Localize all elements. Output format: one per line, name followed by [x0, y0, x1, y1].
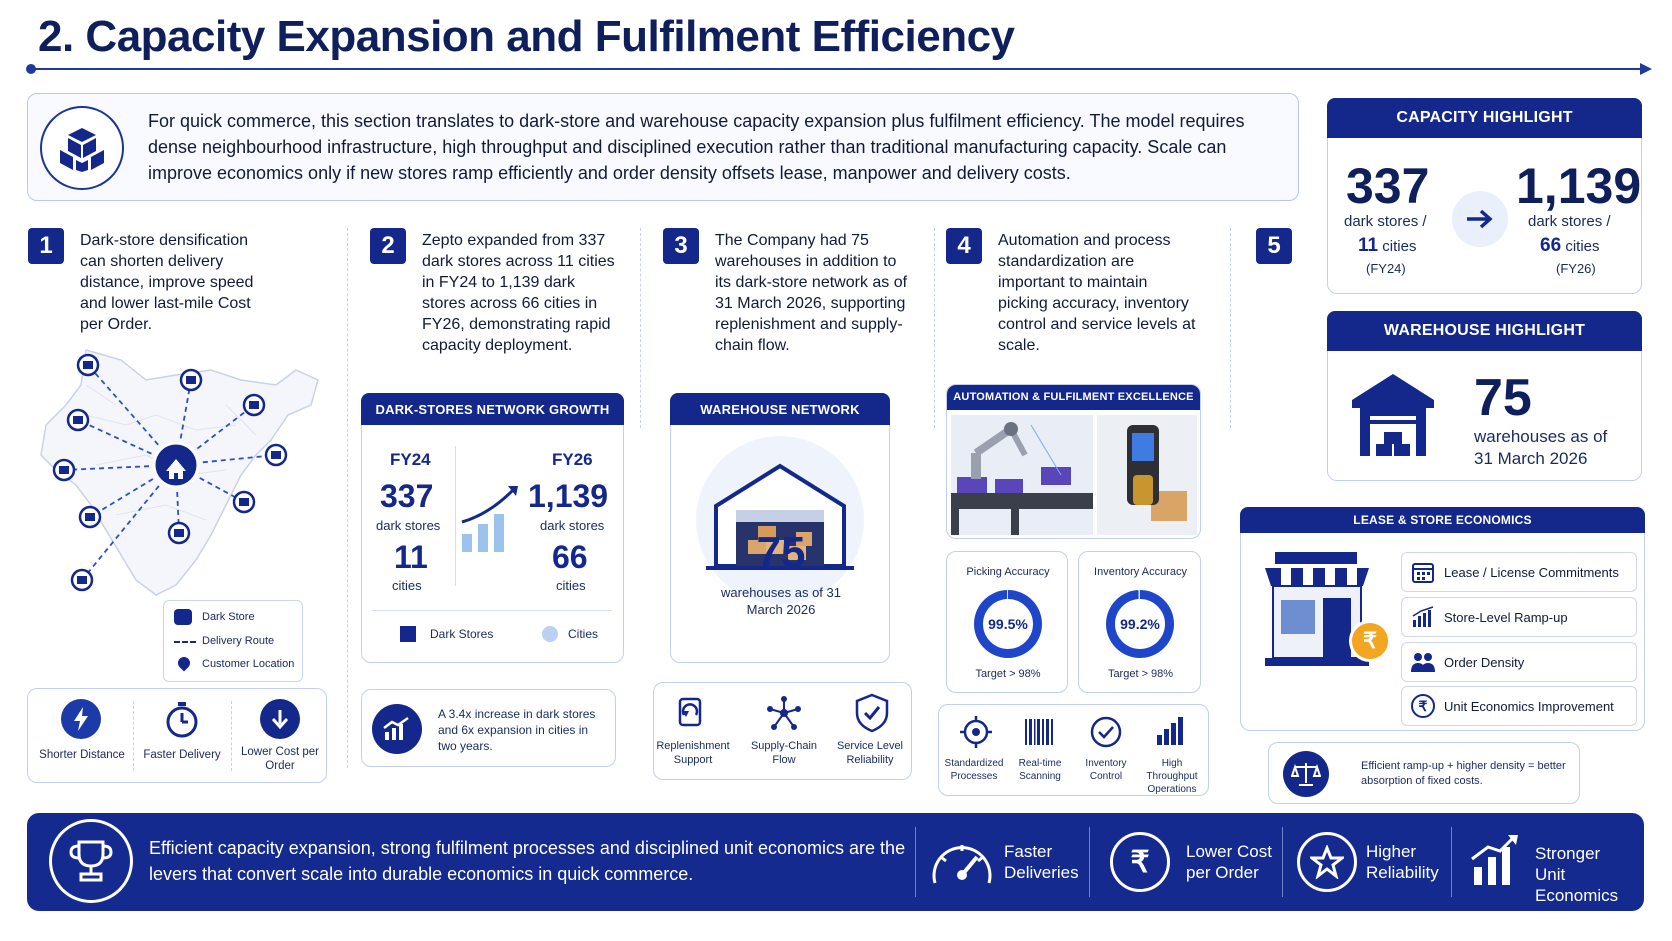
legend-dark-stores: Dark Stores [430, 627, 494, 641]
dark-store-icon [83, 361, 93, 369]
benefit-label: Faster Delivery [143, 749, 221, 761]
growth-bars-icon [460, 484, 522, 554]
fy24-stores: 337 [380, 478, 434, 514]
replenish-icon [672, 695, 708, 731]
legend-swatch-stores [400, 626, 416, 642]
bottom-text: Efficient capacity expansion, strong fulfilment processes and disciplined unit economics are the levers that convert scale into durable economics in quick commerce. [149, 838, 906, 884]
bottom-item-label: Faster Deliveries [1004, 842, 1079, 882]
card-header: LEASE & STORE ECONOMICS [1240, 507, 1645, 533]
bottom-item-label: Stronger Unit Economics [1535, 844, 1619, 905]
metric-target: Target > 98% [975, 668, 1041, 680]
warehouse-icon-label: Replenishment Support [656, 740, 730, 766]
benefit-label: Lower Cost per Order [241, 746, 319, 772]
legend-swatch-cities [542, 626, 558, 642]
step-number: 4 [946, 228, 982, 264]
capacity-from-label: dark stores / [1344, 213, 1427, 230]
growth-chart-icon [1402, 606, 1444, 628]
boxes-icon [40, 106, 124, 190]
automation-card [946, 384, 1201, 539]
dark-store-icon [186, 376, 196, 384]
page-title: 2. Capacity Expansion and Fulfilment Efficiency [38, 12, 1015, 61]
location-pin-icon [176, 655, 193, 672]
divider [1282, 827, 1283, 897]
growth-bars-icon [1470, 833, 1520, 887]
economics-item [1401, 552, 1637, 592]
card-header: CAPACITY HIGHLIGHT [1327, 98, 1642, 138]
trophy-icon [49, 819, 133, 903]
fy26-stores-label: dark stores [540, 518, 605, 533]
divider [915, 827, 916, 897]
inventory-accuracy-card [1078, 551, 1201, 693]
capacity-from-value: 337 [1346, 158, 1430, 214]
speedometer-icon [929, 835, 995, 889]
warehouse-network-card [670, 393, 890, 663]
barcode-icon [1023, 717, 1057, 747]
map-legend [163, 600, 303, 682]
column-divider [934, 228, 935, 428]
economics-card [1240, 507, 1645, 731]
scanner-illustration [1097, 415, 1197, 535]
economics-item-label: Unit Economics Improvement [1444, 698, 1614, 714]
network-icon [766, 695, 802, 731]
economics-item [1401, 597, 1637, 637]
fy24-stores-label: dark stores [376, 518, 441, 533]
warehouse-icon [1348, 370, 1438, 460]
warehouse-highlight-value: 75 [1474, 369, 1532, 427]
divider-arrow-icon [1640, 63, 1652, 75]
bottom-banner [27, 813, 1644, 911]
intro-panel [27, 93, 1299, 201]
metric-value: 99.2% [1115, 599, 1165, 649]
economics-note [1268, 742, 1580, 804]
dark-store-icon [239, 498, 249, 506]
capacity-from-cities-label: cities [1382, 238, 1417, 255]
metric-title: Picking Accuracy [966, 566, 1050, 578]
dark-store-icon [271, 451, 281, 459]
check-circle-icon [1089, 715, 1123, 749]
bar-chart-icon [1153, 715, 1187, 747]
step-number: 3 [663, 228, 699, 264]
step-text: Dark-store densification can shorten delivery distance, improve speed and lower last-mile Cost per Order. [80, 232, 254, 333]
warehouse-highlight-card [1327, 311, 1642, 481]
benefits-strip [27, 688, 327, 783]
divider [1089, 827, 1090, 897]
shield-check-icon [854, 693, 890, 733]
growth-note [361, 689, 616, 767]
column-divider [640, 228, 641, 428]
step-number: 1 [28, 228, 64, 264]
column-divider [1230, 228, 1231, 428]
lightning-icon [61, 699, 101, 739]
step-text: Zepto expanded from 337 dark stores across 11 cities in FY24 to 1,139 dark stores across 66 cities in FY26, demonstrating rapid capacity deployment. [422, 232, 615, 354]
down-arrow-icon [260, 699, 300, 739]
step-text: The Company had 75 warehouses in addition to its dark-store network as of 31 March 2026, supporting replenishment and supply-chain flow. [715, 232, 908, 354]
legend-delivery-route: Delivery Route [202, 635, 275, 647]
growth-note-text: A 3.4x increase in dark stores and 6x expansion in cities in two years. [438, 707, 596, 753]
economics-item [1401, 686, 1637, 726]
economics-note-text: Efficient ramp-up + higher density = better absorption of fixed costs. [1361, 760, 1566, 787]
rupee-icon: ₹ [1110, 832, 1170, 892]
picking-accuracy-ring [974, 590, 1042, 658]
legend-dark-store: Dark Store [202, 611, 255, 623]
card-header: DARK-STORES NETWORK GROWTH [361, 393, 624, 425]
star-badge-icon [1297, 832, 1357, 892]
card-header: AUTOMATION & FULFILMENT EXCELLENCE [946, 384, 1201, 410]
divider [1451, 827, 1452, 897]
warehouse-icon-label: Supply-Chain Flow [750, 740, 818, 766]
automation-icon-label: Standardized Processes [944, 758, 1004, 782]
warehouse-icons-strip [653, 682, 912, 780]
capacity-to-value: 1,139 [1516, 158, 1642, 214]
legend-customer-location: Customer Location [202, 658, 295, 670]
card-header: WAREHOUSE HIGHLIGHT [1327, 311, 1642, 351]
capacity-to-cities-label: cities [1565, 238, 1600, 255]
fy26-cities-label: cities [556, 578, 586, 593]
inventory-accuracy-ring [1106, 590, 1174, 658]
step-number: 2 [370, 228, 406, 264]
arrow-right-icon [1452, 191, 1508, 247]
fy24-cities-label: cities [392, 578, 422, 593]
dark-store-icon [59, 466, 69, 474]
divider [372, 610, 612, 611]
card-header: WAREHOUSE NETWORK [670, 393, 890, 425]
warehouse-caption: warehouses as of 31 March 2026 [721, 585, 841, 617]
automation-icons-strip [938, 704, 1209, 796]
intro-text: For quick commerce, this section translates to dark-store and warehouse capacity expansion plus fulfilment efficiency. The model requires dense neighbourhood infrastructure, high throughput and disciplined execution rather than traditional manufacturing capacity. Scale can improve economics only if new stores ramp efficiently and order density offsets lease, manpower and delivery costs. [148, 111, 1245, 183]
economics-item-label: Store-Level Ramp-up [1444, 609, 1568, 625]
divider [455, 446, 456, 586]
divider-dot [26, 64, 36, 74]
robot-arm-illustration [951, 415, 1093, 535]
dark-store-icon [73, 416, 83, 424]
stopwatch-icon [162, 699, 202, 739]
fy26-stores: 1,139 [528, 478, 609, 514]
capacity-to-cities: 66 [1540, 235, 1562, 256]
bottom-item-label: Higher Reliability [1366, 842, 1439, 882]
automation-icon-label: Real-time Scanning [1018, 758, 1062, 782]
economics-item-label: Lease / License Commitments [1444, 564, 1619, 580]
route-line-icon [174, 641, 196, 643]
warehouse-count: 75 [756, 528, 806, 577]
warehouse-illustration [696, 436, 864, 604]
picking-accuracy-card [946, 551, 1068, 693]
capacity-to-label: dark stores / [1528, 213, 1611, 230]
dark-store-icon [249, 401, 259, 409]
india-map [26, 345, 326, 600]
economics-item [1401, 642, 1637, 682]
fy24-label: FY24 [390, 450, 431, 469]
rupee-coin-icon: ₹ [1349, 620, 1391, 662]
dark-store-icon [77, 576, 87, 584]
fy26-cities: 66 [552, 539, 588, 575]
target-icon [959, 715, 993, 749]
warehouse-highlight-caption: warehouses as of 31 March 2026 [1474, 427, 1608, 468]
legend-cities: Cities [568, 627, 599, 641]
rupee-icon: ₹ [1402, 694, 1444, 718]
fy26-label: FY26 [552, 450, 593, 469]
capacity-from-year: (FY24) [1366, 261, 1406, 276]
metric-target: Target > 98% [1107, 668, 1174, 680]
automation-icon-label: High Throughput Operations [1146, 758, 1198, 795]
dark-store-icon [174, 609, 192, 625]
capacity-to-year: (FY26) [1556, 261, 1596, 276]
scale-balance-icon [1283, 751, 1329, 797]
bottom-item-label: Lower Cost per Order [1186, 842, 1272, 882]
dark-store-icon [85, 513, 95, 521]
people-icon [1402, 651, 1444, 673]
metric-title: Inventory Accuracy [1094, 566, 1187, 578]
step-number: 5 [1256, 228, 1292, 264]
dark-store-icon [174, 529, 184, 537]
warehouse-icon-label: Service Level Reliability [836, 740, 904, 766]
capacity-from-cities: 11 [1358, 235, 1379, 256]
column-divider [347, 228, 348, 768]
economics-item-label: Order Density [1444, 654, 1525, 670]
growth-card [361, 393, 624, 663]
automation-icon-label: Inventory Control [1085, 758, 1127, 782]
capacity-highlight-card [1327, 98, 1642, 294]
step-text: Automation and process standardization are important to maintain picking accuracy, inventory control and service levels at scale. [998, 232, 1196, 354]
growth-chart-icon [372, 704, 422, 754]
calendar-icon [1402, 560, 1444, 584]
benefit-label: Shorter Distance [39, 749, 125, 761]
metric-value: 99.5% [983, 599, 1033, 649]
fy24-cities: 11 [394, 539, 428, 575]
title-divider [30, 68, 1650, 70]
